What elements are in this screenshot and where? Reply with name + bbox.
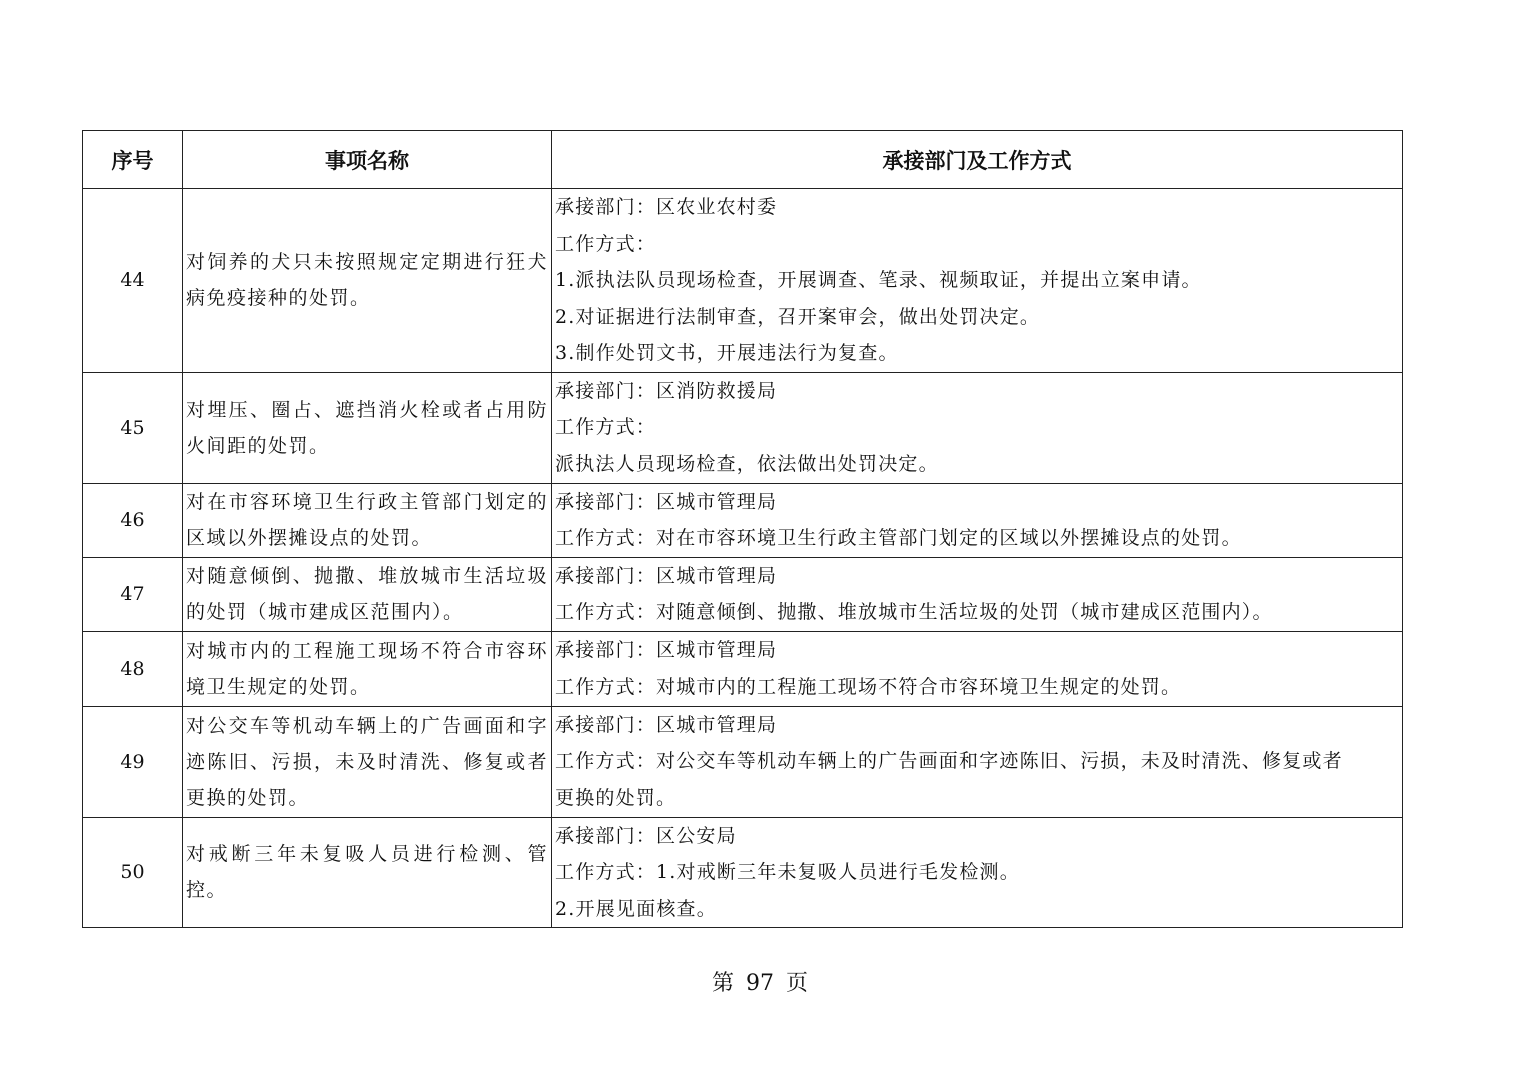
page-value: 97 [746, 971, 774, 996]
method-line: 1.派执法队员现场检查，开展调查、笔录、视频取证，并提出立案申请。 [555, 269, 1202, 291]
method-line: 承接部门：区公安局 [555, 824, 737, 847]
row-num: 50 [83, 817, 183, 928]
page-prefix: 第 [711, 971, 734, 996]
row-name: 对埋压、圈占、遮挡消火栓或者占用防火间距的处罚。 [183, 372, 552, 483]
table-row [83, 817, 1403, 928]
header-num: 序号 [83, 131, 183, 189]
method-line: 工作方式：对公交车等机动车辆上的广告画面和字迹陈旧、污损，未及时清洗、修复或者 [555, 750, 1343, 773]
method-line: 工作方式：1.对戒断三年未复吸人员进行毛发检测。 [555, 861, 1020, 883]
method-line: 工作方式：对城市内的工程施工现场不符合市容环境卫生规定的处罚。 [555, 675, 1182, 698]
row-name: 对城市内的工程施工现场不符合市容环境卫生规定的处罚。 [183, 631, 552, 706]
header-method: 承接部门及工作方式 [552, 131, 1403, 189]
row-num: 44 [83, 189, 183, 373]
method-line: 工作方式：对随意倾倒、抛撒、堆放城市生活垃圾的处罚（城市建成区范围内）。 [555, 601, 1273, 623]
table-header-row [83, 131, 1403, 189]
row-name: 对在市容环境卫生行政主管部门划定的区域以外摆摊设点的处罚。 [183, 483, 552, 557]
method-line: 3.制作处罚文书，开展违法行为复查。 [555, 342, 899, 364]
row-method [552, 557, 1403, 631]
page-number [0, 966, 1520, 997]
row-num: 47 [83, 557, 183, 631]
table-row [83, 706, 1403, 817]
row-method [552, 483, 1403, 557]
method-line: 承接部门：区城市管理局 [555, 564, 778, 587]
items-table [82, 130, 1403, 928]
table-row [83, 372, 1403, 483]
method-line: 承接部门：区城市管理局 [555, 713, 778, 736]
row-num: 46 [83, 483, 183, 557]
method-line: 派执法人员现场检查，依法做出处罚决定。 [555, 452, 939, 475]
row-name: 对公交车等机动车辆上的广告画面和字迹陈旧、污损，未及时清洗、修复或者更换的处罚。 [183, 706, 552, 817]
method-line: 工作方式： [555, 416, 657, 439]
method-line: 工作方式： [555, 232, 657, 255]
row-num: 48 [83, 631, 183, 706]
method-line: 承接部门：区农业农村委 [555, 196, 778, 218]
table-row [83, 189, 1403, 373]
row-method [552, 817, 1403, 928]
row-name: 对饲养的犬只未按照规定定期进行狂犬病免疫接种的处罚。 [183, 189, 552, 373]
method-line: 更换的处罚。 [555, 786, 677, 809]
method-line: 2.对证据进行法制审查，召开案审会，做出处罚决定。 [555, 305, 1041, 328]
row-name: 对随意倾倒、抛撒、堆放城市生活垃圾的处罚（城市建成区范围内）。 [183, 557, 552, 631]
table-row [83, 557, 1403, 631]
row-method [552, 189, 1403, 373]
header-name: 事项名称 [183, 131, 552, 189]
row-method [552, 706, 1403, 817]
table-row [83, 631, 1403, 706]
method-line: 2.开展见面核查。 [555, 897, 717, 920]
table-row [83, 483, 1403, 557]
method-line: 承接部门：区消防救援局 [555, 379, 778, 402]
method-line: 工作方式：对在市容环境卫生行政主管部门划定的区域以外摆摊设点的处罚。 [555, 527, 1242, 549]
row-num: 49 [83, 706, 183, 817]
page-suffix: 页 [786, 971, 809, 996]
method-line: 承接部门：区城市管理局 [555, 490, 778, 513]
row-method [552, 631, 1403, 706]
method-line: 承接部门：区城市管理局 [555, 639, 778, 661]
row-name: 对戒断三年未复吸人员进行检测、管控。 [183, 817, 552, 928]
row-method [552, 372, 1403, 483]
row-num: 45 [83, 372, 183, 483]
